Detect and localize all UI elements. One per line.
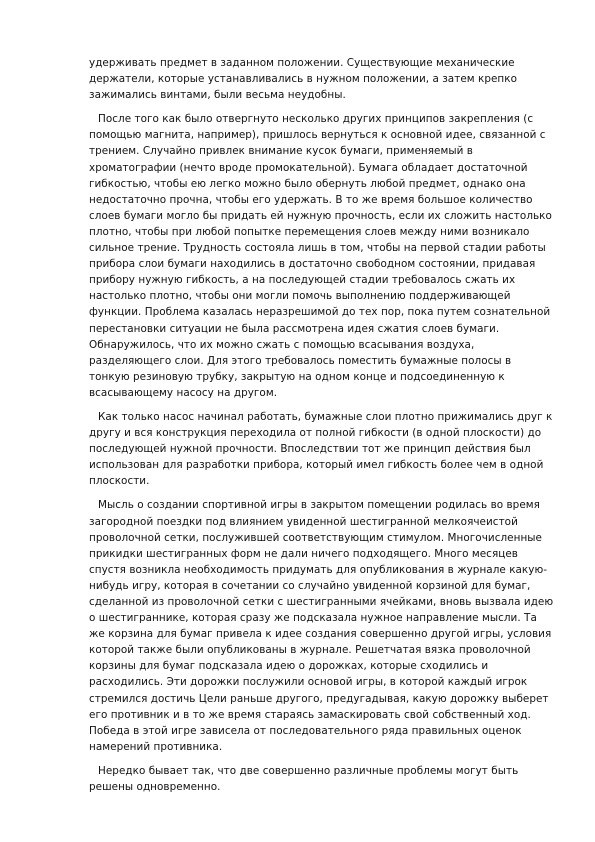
paragraph-1: удерживать предмет в заданном положении. Существующие механические держатели, которые устанавливались в нужном положении, а затем крепко зажимались винтами, были весьма неудобны. xyxy=(89,57,517,102)
paragraph-4: Мысль о создании спортивной игры в закрытом помещении родилась во время загородной поездки под влиянием увиденной шестигранной мелкоячеистой проволочной сетки, послужившей соответствующим стимулом. Многочисленные прикидки шестигранных форм не дали ничего подходящего. Много месяцев спустя возникла необходимость придумать для опубликования в журнале какую-нибудь игру, которая в сочетании со случайно увиденной корзиной для бумаг, сделанной из проволочной сетки с шестигранными ячейками, вновь вызвала идею о шестиграннике, которая сразу же подсказала нужное направление мысли. Та же корзина для бумаг привела к идее создания совершенно другой игры, условия которой также были опубликованы в журнале. Решетчатая вязка проволочной корзины для бумаг подсказала идею о дорожках, которые сходились и расходились. Эти дорожки послужили основой игры, в которой каждый игрок стремился достичь Цели раньше другого, предугадывая, какую дорожку выберет его противник и в то же время стараясь замаскировать свой собственный ход. Победа в этой игре зависела от последовательного ряда правильных оценок намерений противника. xyxy=(89,499,554,753)
paragraph-2: После того как было отвергнуто несколько других принципов закрепления (с помощью магнита, например), пришлось вернуться к основной идее, связанной с трением. Случайно привлек внимание кусок бумаги, применяемый в хроматографии (нечто вроде промокательной). Бумага обладает достаточной гибкостью, чтобы ею легко можно было обернуть любой предмет, однако она недостаточно прочна, чтобы его удержать. В то же время большое количество слоев бумаги могло бы придать ей нужную прочность, если их сложить настолько плотно, чтобы при любой попытке перемещения слоев между ними возникало сильное трение. Трудность состояла лишь в том, чтобы на первой стадии работы прибора слои бумаги находились в достаточно свободном состоянии, придавая прибору нужную гибкость, а на последующей стадии требовалось сжать их настолько плотно, чтобы они могли помочь выполнению поддерживающей функции. Проблема казалась неразрешимой до тех пор, пока путем сознательной перестановки ситуации не была рассмотрена идея сжатия слоев бумаги. Обнаружилось, что их можно сжать с помощью всасывания воздуха, разделяющего слои. Для этого требовалось поместить бумажные полосы в тонкую резиновую трубку, закрытую на одном конце и подсоединенную к всасывающему насосу на другом. xyxy=(89,113,552,399)
document-body xyxy=(89,55,555,795)
paragraph-5: Нередко бывает так, что две совершенно различные проблемы могут быть решены одновременно. xyxy=(89,764,519,794)
paragraph-3: Как только насос начинал работать, бумажные слои плотно прижимались друг к другу и вся конструкция переходила от полной гибкости (в одной плоскости) до последующей нужной прочности. Впоследствии тот же принцип действия был использован для разработки прибора, который имел гибкость более чем в одной плоскости. xyxy=(89,410,553,488)
